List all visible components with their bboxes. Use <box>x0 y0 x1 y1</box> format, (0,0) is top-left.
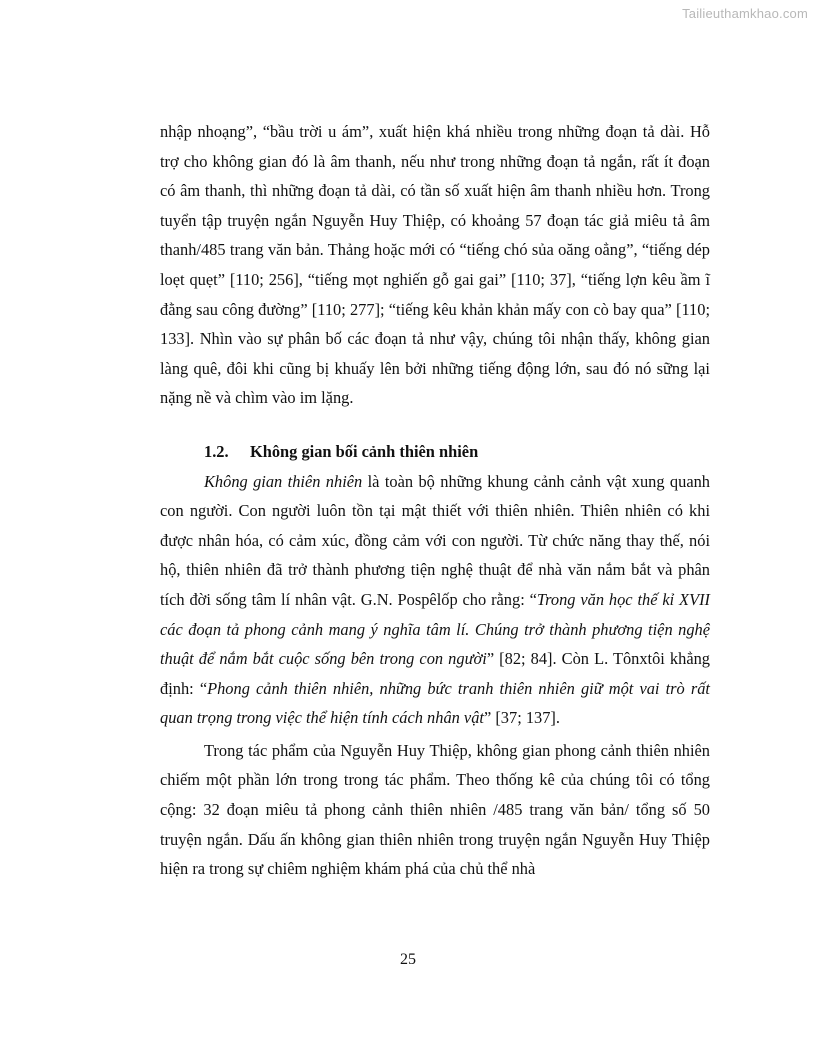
watermark: Tailieuthamkhao.com <box>682 6 808 21</box>
section-number: 1.2. <box>204 441 229 461</box>
paragraph-2-text-1: là toàn bộ những khung cảnh cảnh vật xung quanh con người. Con người luôn tồn tại mật thiết với thiên nhiên. Thiên nhiên có khi được nhân hóa, có cảm xúc, đồng cảm với con người. Từ chức năng thay thế, nói hộ, thiên nhiên đã trở thành phương tiện nghệ thuật để nhà văn nắm bắt và phân tích đời sống tâm lí nhân vật. G.N. Pospêlốp cho rằng: “ <box>160 471 710 609</box>
quote-tolstoy: Phong cảnh thiên nhiên, những bức tranh thiên nhiên giữ một vai trò rất quan trọng trong việc thể hiện tính cách nhân vật <box>160 678 710 728</box>
paragraph-1: nhập nhoạng”, “bầu trời u ám”, xuất hiện khá nhiều trong những đoạn tả dài. Hỗ trợ cho không gian đó là âm thanh, nếu như trong những đoạn tả ngắn, rất ít đoạn có âm thanh, thì những đoạn tả dài, có tần số xuất hiện âm thanh nhiều hơn. Trong tuyển tập truyện ngắn Nguyễn Huy Thiệp, có khoảng 57 đoạn tác giả miêu tả âm thanh/485 trang văn bản. Thảng hoặc mới có “tiếng chó sủa oăng oẳng”, “tiếng dép loẹt quẹt” [110; 256], “tiếng mọt nghiến gỗ gai gai” [110; 37], “tiếng lợn kêu ầm ĩ đằng sau công đường” [110; 277]; “tiếng kêu khản khản mấy con cò bay qua” [110; 133]. Nhìn vào sự phân bố các đoạn tả như vậy, chúng tôi nhận thấy, không gian làng quê, đôi khi cũng bị khuấy lên bởi những tiếng động lớn, sau đó nó sững lại nặng nề và chìm vào im lặng. <box>160 122 710 408</box>
section-title: Không gian bối cảnh thiên nhiên <box>250 441 479 461</box>
paragraph-2-text-3: ” [37; 137]. <box>483 708 560 728</box>
paragraph-3: Trong tác phẩm của Nguyễn Huy Thiệp, không gian phong cảnh thiên nhiên chiếm một phần lớn trong trong tác phẩm. Theo thống kê của chúng tôi có tổng cộng: 32 đoạn miêu tả phong cảnh thiên nhiên /485 trang văn bản/ tổng số 50 truyện ngắn. Dấu ấn không gian thiên nhiên trong truyện ngắn Nguyễn Huy Thiệp hiện ra trong sự chiêm nghiệm khám phá của chủ thể nhà <box>160 740 710 879</box>
paragraph-2 <box>160 467 710 733</box>
quote-pospelov: Trong văn học thế kỉ XVII các đoạn tả phong cảnh mang ý nghĩa tâm lí. Chúng trở thành phương tiện nghệ thuật để nắm bắt cuộc sống bên trong con người <box>160 589 710 669</box>
section-heading <box>160 437 710 467</box>
page-number: 25 <box>400 951 416 968</box>
term-natural-space: Không gian thiên nhiên <box>204 471 363 491</box>
document-body <box>160 117 710 884</box>
paragraph-2-text-2: ” [82; 84]. Còn L. Tônxtôi khẳng định: “ <box>160 649 710 698</box>
